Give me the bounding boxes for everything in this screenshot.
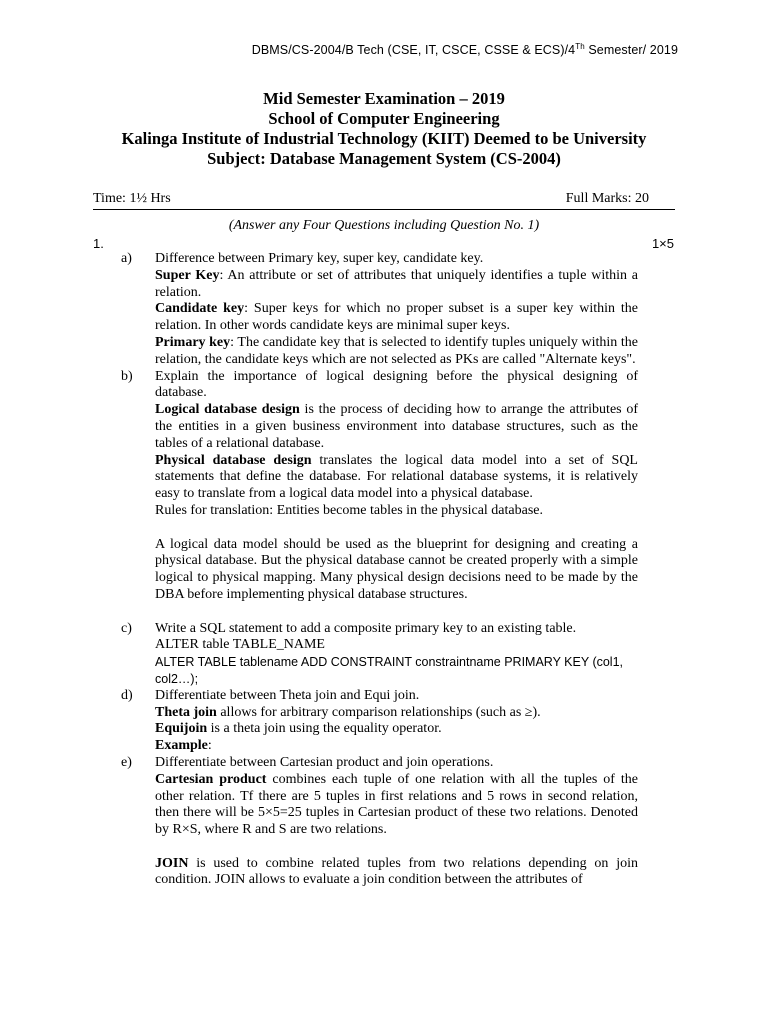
answer-paragraph bbox=[155, 772, 638, 839]
exam-time: Time: 1½ Hrs bbox=[93, 191, 171, 206]
answer-paragraph bbox=[155, 705, 638, 722]
part-letter: e) bbox=[121, 754, 132, 770]
term-cartesian-product: Cartesian product bbox=[155, 771, 267, 787]
answer-text: translates the logical data model into a set of SQL statements that define the database. For relational database systems, it is relatively easy to translate from a logical data model into a physical database. bbox=[155, 452, 638, 502]
question-marks: 1×5 bbox=[651, 236, 674, 251]
answer-paragraph bbox=[155, 738, 638, 755]
course-code-header bbox=[252, 42, 678, 57]
term-physical-design: Physical database design bbox=[155, 452, 312, 468]
part-letter: a) bbox=[121, 251, 132, 266]
exam-title: Mid Semester Examination – 2019 bbox=[263, 89, 505, 108]
answer-text: : An attribute or set of attributes that uniquely identifies a tuple within a relation. bbox=[155, 267, 639, 300]
answer-paragraph bbox=[155, 268, 638, 302]
part-question: Difference between Primary key, super key, candidate key. bbox=[155, 251, 484, 266]
answer-text: is used to combine related tuples from two relations depending on join condition. JOIN allows to evaluate a join condition between the attributes of bbox=[155, 855, 638, 888]
answer-text: allows for arbitrary comparison relationships (such as ≥). bbox=[216, 704, 541, 720]
part-a bbox=[121, 251, 639, 369]
school-name: School of Computer Engineering bbox=[268, 109, 500, 128]
part-e bbox=[121, 754, 638, 889]
spacer bbox=[155, 839, 638, 856]
sql-statement: ALTER TABLE tablename ADD CONSTRAINT constraintname PRIMARY KEY (col1, col2…); bbox=[155, 655, 624, 686]
exam-title-block bbox=[0, 89, 768, 169]
term-theta-join: Theta join bbox=[155, 704, 217, 720]
sql-line: ALTER table TABLE_NAME bbox=[155, 637, 325, 653]
answer-text: is a theta join using the equality operator. bbox=[207, 721, 442, 737]
term-example: Example bbox=[155, 738, 208, 754]
part-question: Write a SQL statement to add a composite primary key to an existing table. bbox=[155, 620, 577, 636]
part-letter: b) bbox=[121, 368, 133, 384]
exam-instruction: (Answer any Four Questions including Question No. 1) bbox=[228, 218, 540, 233]
answer-paragraph: A logical data model should be used as the blueprint for designing and creating a physical database. But the physical database cannot be created properly with a simple logical to physical mapping. Many physical design decisions need to be made by the DBA before implementing physical database structures. bbox=[155, 536, 638, 602]
part-question: Differentiate between Cartesian product and join operations. bbox=[155, 754, 494, 770]
term-join: JOIN bbox=[155, 855, 189, 871]
subject-name: Subject: Database Management System (CS-2004) bbox=[207, 149, 561, 168]
question-content bbox=[121, 251, 639, 889]
term-super-key: Super Key bbox=[155, 267, 220, 283]
spacer bbox=[155, 604, 638, 621]
answer-text: : Super keys for which no proper subset is a super key within the relation. In other words candidate keys are minimal super keys. bbox=[155, 301, 639, 334]
answer-text: combines each tuple of one relation with all the tuples of the other relation. Tf there are 5 tuples in first relations and 5 rows in second relation, then there will be 5×5=25 tuples in Cartesian product of these two relations. Denoted by R×S, where R and S are two relations. bbox=[155, 771, 638, 838]
term-candidate-key: Candidate key bbox=[155, 301, 245, 317]
answer-paragraph bbox=[155, 402, 638, 452]
answer-paragraph bbox=[155, 301, 638, 335]
answer-paragraph bbox=[155, 721, 638, 738]
answer-text: : The candidate key that is selected to identify tuples uniquely within the relation, the candidate keys which are not selected as PKs are called "Alternate keys". bbox=[155, 334, 639, 367]
term-logical-design: Logical database design bbox=[155, 402, 300, 418]
part-letter: c) bbox=[121, 620, 132, 636]
answer-text: : bbox=[207, 738, 212, 754]
part-c bbox=[121, 620, 638, 688]
term-primary-key: Primary key bbox=[155, 334, 231, 350]
spacer bbox=[155, 520, 638, 537]
answer-text: is the process of deciding how to arrange the attributes of the entities in a given business environment into database structures, such as the tables of a relational database. bbox=[155, 402, 639, 451]
exam-info-bar bbox=[93, 191, 675, 210]
course-code-tail: Semester/ 2019 bbox=[584, 43, 678, 58]
course-code: DBMS/CS-2004/B Tech (CSE, IT, CSCE, CSSE & ECS)/4 bbox=[251, 43, 576, 58]
institute-name: Kalinga Institute of Industrial Technology (KIIT) Deemed to be University bbox=[121, 129, 647, 148]
part-b bbox=[121, 368, 639, 621]
answer-paragraph: Rules for translation: Entities become tables in the physical database. bbox=[155, 502, 544, 518]
full-marks: Full Marks: 20 bbox=[565, 191, 649, 206]
course-code-superscript: Th bbox=[575, 42, 585, 51]
part-question: Explain the importance of logical designing before the physical designing of database. bbox=[155, 368, 638, 401]
term-equijoin: Equijoin bbox=[155, 721, 208, 737]
question-number: 1. bbox=[93, 236, 104, 251]
answer-paragraph bbox=[155, 453, 638, 503]
part-d bbox=[121, 687, 638, 755]
answer-paragraph bbox=[155, 335, 638, 369]
part-letter: d) bbox=[121, 687, 133, 703]
part-question: Differentiate between Theta join and Equi join. bbox=[155, 687, 420, 703]
answer-paragraph bbox=[155, 856, 638, 890]
